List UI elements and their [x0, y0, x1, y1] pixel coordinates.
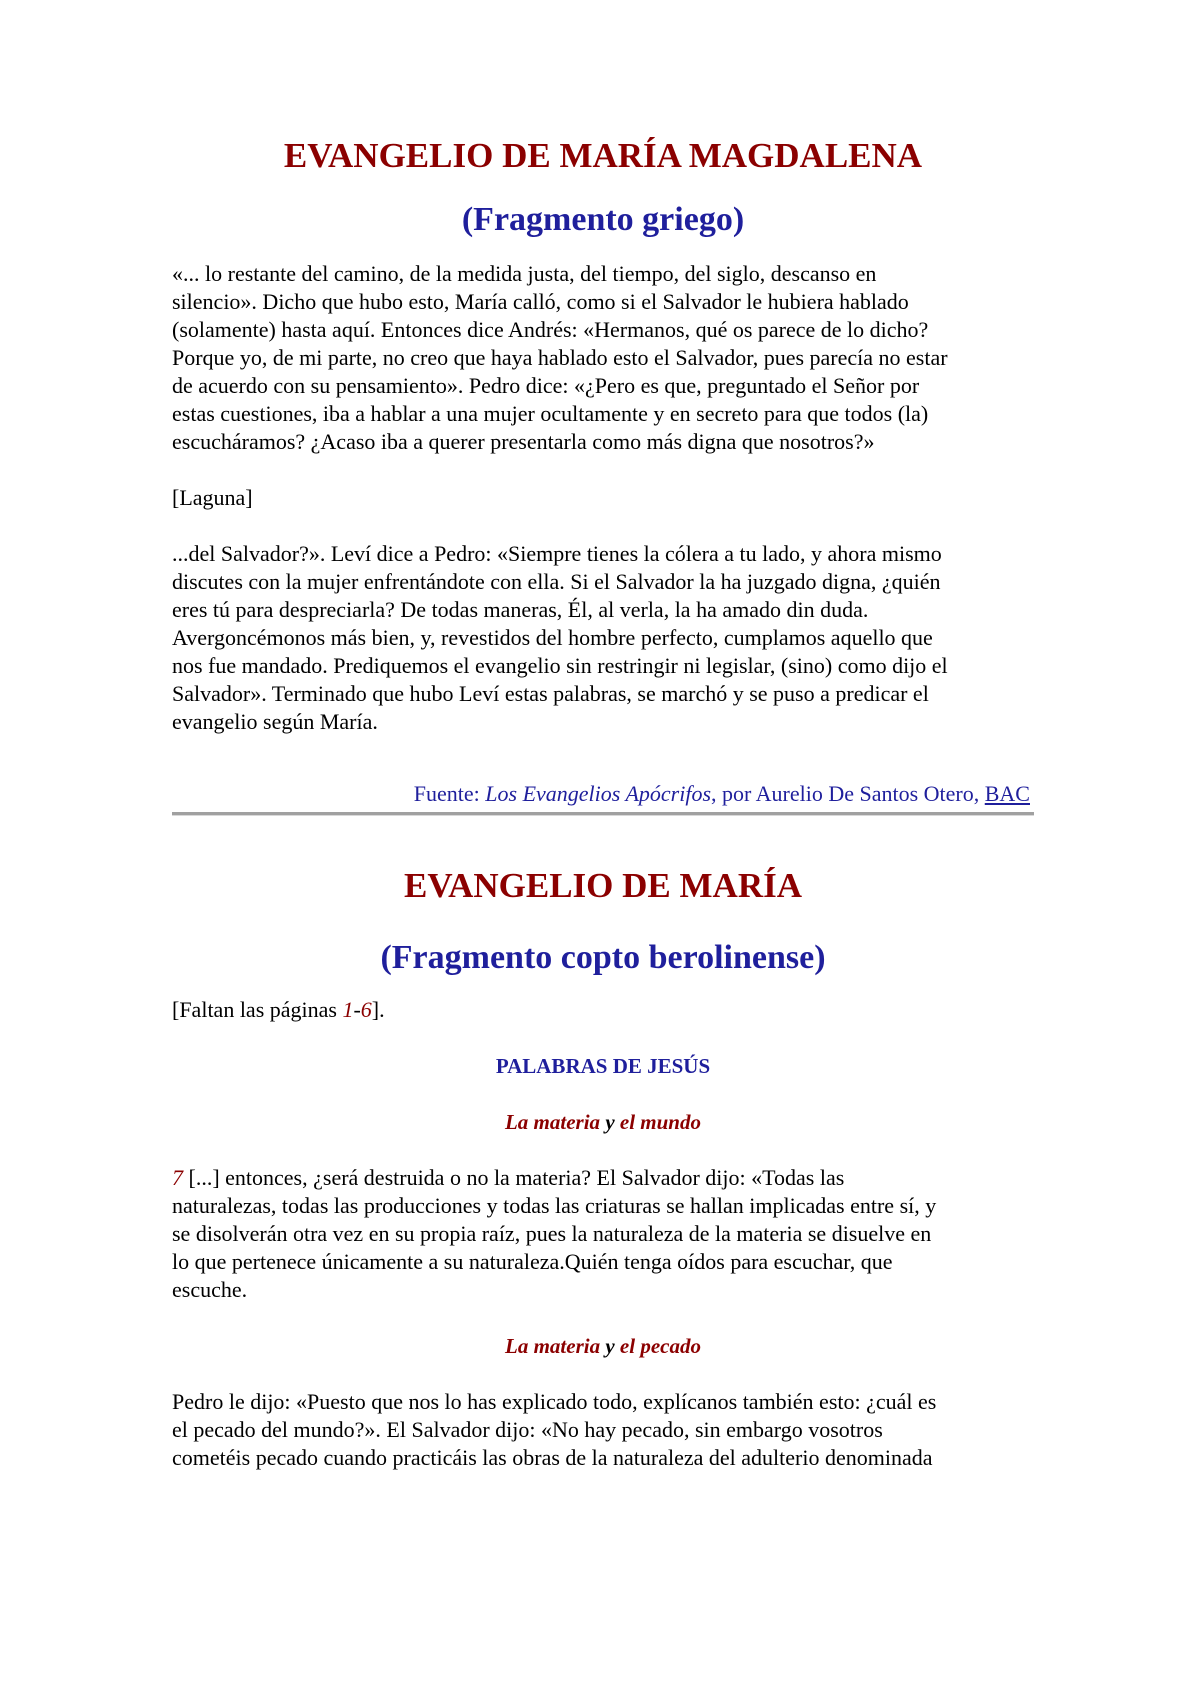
paragraph-1-line: (solamente) hasta aquí. Entonces dice Andrés: «Hermanos, qué os parece de lo dicho?: [172, 317, 929, 342]
paragraph-3: [172, 1164, 1034, 1304]
paragraph-3-line: [172, 1164, 1034, 1192]
paragraph-3-line: se disolverán otra vez en su propia raíz, pues la naturaleza de la materia se disuelve en: [172, 1221, 932, 1246]
paragraph-2-line: ...del Salvador?». Leví dice a Pedro: «Siempre tienes la cólera a tu lado, y ahora mismo: [172, 541, 942, 566]
document-content: [172, 0, 1034, 1472]
heading-palabras-de-jesus: PALABRAS DE JESÚS: [495, 1054, 711, 1078]
subheading-conj: y: [600, 1110, 620, 1134]
paragraph-4-line: Pedro le dijo: «Puesto que nos lo has explicado todo, explícanos también esto: ¿cuál es: [172, 1389, 937, 1414]
paragraph-2-line: nos fue mandado. Prediquemos el evangelio sin restringir ni legislar, (sino) como dijo el: [172, 653, 948, 678]
subheading-part: el mundo: [619, 1110, 701, 1134]
subheading-conj: y: [600, 1334, 620, 1358]
page-number: 7: [172, 1165, 183, 1190]
paragraph-3-line: lo que pertenece únicamente a su naturaleza.Quién tenga oídos para escuchar, que: [172, 1249, 893, 1274]
paragraph-1-line: estas cuestiones, iba a hablar a una mujer ocultamente y en secreto para que todos (la): [172, 401, 929, 426]
paragraph-4-line: el pecado del mundo?». El Salvador dijo: «No hay pecado, sin embargo vosotros: [172, 1417, 883, 1442]
subheading-part: La materia: [504, 1110, 601, 1134]
subheading-part: La materia: [505, 1334, 601, 1358]
paragraph-1-line: Porque yo, de mi parte, no creo que haya hablado esto el Salvador, pues parecía no estar: [172, 345, 948, 370]
missing-suffix: ].: [371, 997, 385, 1022]
paragraph-1-line: silencio». Dicho que hubo esto, María calló, como si el Salvador le hubiera hablado: [172, 289, 909, 314]
paragraph-2: [172, 540, 1034, 736]
bac-link[interactable]: BAC: [984, 781, 1030, 806]
source-prefix: Fuente:: [413, 781, 486, 806]
subheading-materia-mundo: [172, 1108, 1034, 1136]
laguna-note: [Laguna]: [172, 485, 253, 510]
page-number: 1: [342, 997, 354, 1022]
paragraph-3-first-line: [...] entonces, ¿será destruida o no la materia? El Salvador dijo: «Todas las: [183, 1165, 845, 1190]
title-evangelio-maria: EVANGELIO DE MARÍA: [403, 866, 803, 905]
paragraph-4: [172, 1388, 1034, 1472]
source-book-title: Los Evangelios Apócrifos: [485, 781, 712, 806]
paragraph-3-line: naturalezas, todas las producciones y todas las criaturas se hallan implicadas entre sí, y: [172, 1193, 937, 1218]
paragraph-2-line: Avergoncémonos más bien, y, revestidos del hombre perfecto, cumplamos aquello que: [172, 625, 933, 650]
paragraph-2-line: eres tú para despreciarla? De todas maneras, Él, al verla, la ha amado din duda.: [172, 597, 869, 622]
paragraph-1-line: escucháramos? ¿Acaso iba a querer presentarla como más digna que nosotros?»: [172, 429, 875, 454]
paragraph-1-line: «... lo restante del camino, de la medida justa, del tiempo, del siglo, descanso en: [172, 261, 877, 286]
paragraph-2-line: Salvador». Terminado que hubo Leví estas palabras, se marchó y se puso a predicar el: [172, 681, 929, 706]
title-evangelio-maria-magdalena: EVANGELIO DE MARÍA MAGDALENA: [283, 136, 923, 175]
subheading-materia-pecado: [172, 1332, 1034, 1360]
missing-pages-note: [172, 996, 1034, 1024]
paragraph-2-line: evangelio según María.: [172, 709, 378, 734]
paragraph-2-line: discutes con la mujer enfrentándote con ella. Si el Salvador la ha juzgado digna, ¿quién: [172, 569, 941, 594]
page-number: 6: [360, 997, 372, 1022]
paragraph-3-line: escuche.: [172, 1277, 248, 1302]
subtitle-fragmento-copto: (Fragmento copto berolinense): [380, 939, 826, 976]
paragraph-1: [172, 260, 1034, 456]
source-author: , por Aurelio De Santos Otero,: [711, 781, 985, 806]
missing-prefix: [Faltan las páginas: [172, 997, 343, 1022]
source-citation: [172, 780, 1034, 808]
missing-dash: -: [353, 997, 361, 1022]
paragraph-1-line: de acuerdo con su pensamiento». Pedro dice: «¿Pero es que, preguntado el Señor por: [172, 373, 920, 398]
subheading-part: el pecado: [619, 1334, 701, 1358]
paragraph-4-line: cometéis pecado cuando practicáis las obras de la naturaleza del adulterio denominada: [172, 1445, 933, 1470]
subtitle-fragmento-griego: (Fragmento griego): [461, 201, 745, 238]
